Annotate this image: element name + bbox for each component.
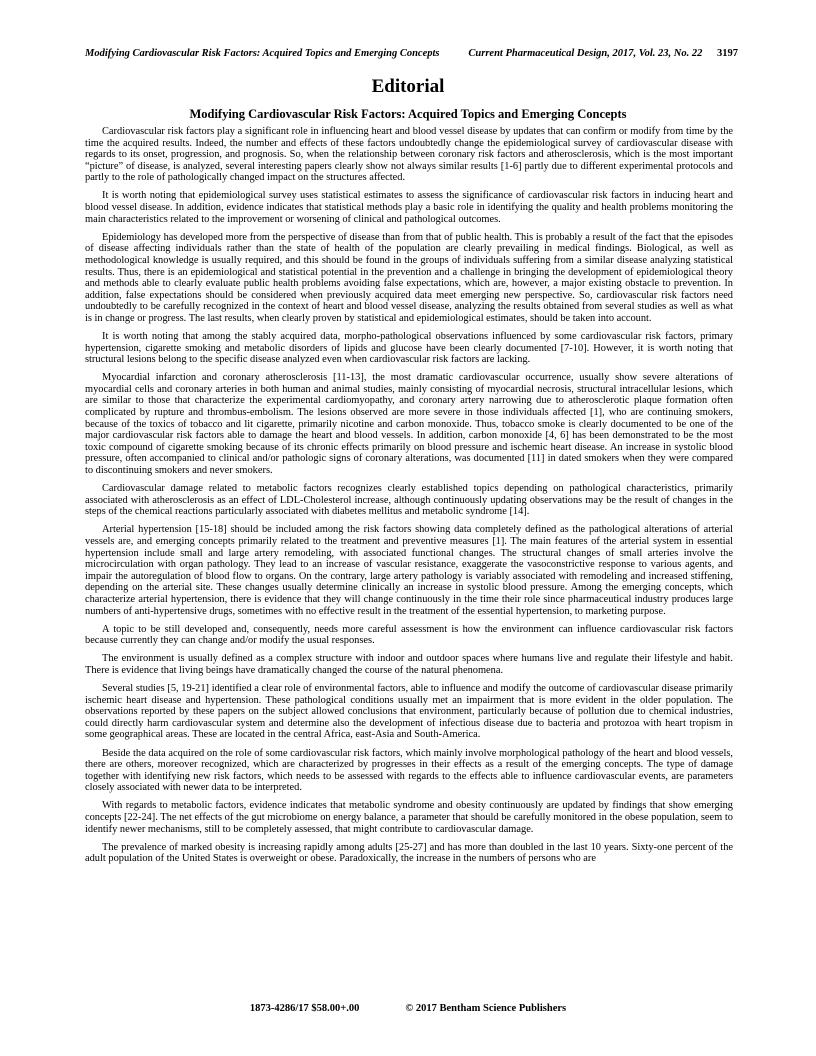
copyright-notice: © 2017 Bentham Science Publishers [405,1003,567,1014]
body-paragraph: It is worth noting that among the stably acquired data, morpho-pathological observations influenced by some cardiovascular risk factors, primary hypertension, cigarette smoking and metabolic disorders of lipids and glucose have been clearly documented [7-10]. However, it is worth noting that structural lesions belong to the specific disease analyzed even when cardiovascular risk factors are lacking. [85,331,733,366]
body-paragraph: The prevalence of marked obesity is increasing rapidly among adults [25-27] and has more than doubled in the last 10 years. Sixty-one percent of the adult population of the United States is overweight or obese. Paradoxically, the increase in the numbers of persons who are [85,841,733,865]
page-number: 3197 [717,48,738,59]
page-footer [0,1003,816,1014]
body-paragraph: Cardiovascular damage related to metabolic factors recognizes clearly established topics depending on pathological characteristics, primarily associated with atherosclerosis as an effect of LDL-Cholesterol increase, although continuously updating observations may be the result of changes in the steps of the chemical reactions particularly associated with diabetes mellitus and metabolic syndrome [14]. [85,483,733,518]
page-title: Editorial [371,76,445,97]
running-head [85,48,738,59]
body-paragraph: Several studies [5, 19-21] identified a clear role of environmental factors, able to influence and modify the outcome of cardiovascular disease primarily ischemic heart disease and hypertension. These pathological conditions usually met an impairment that is more evident in the older population. The observations reported by these papers on the subject allowed conclusions that environment, particularly because of pollution due to chemical industries, could directly harm cardiovascular system and determine also the development of infectious disease due to bacteria and protozoa with heart tropism in some geographical areas. These are located in the central Africa, east-Asia and South-America. [85,683,733,741]
body-paragraph: Epidemiology has developed more from the perspective of disease than from that of public health. This is probably a result of the fact that the episodes of disease affecting individuals rather than the state of health of the population are clearly prevailing in medical findings. Biological, as well as methodological knowledge is usually required, and this should be found in the groups of individuals suffering from a similar disease analyzing statistical results. Thus, there is an epidemiological and statistical potential in the prevention and a challenge in bringing the development of epidemiological theory and methods able to clearly evaluate public health problems avoiding false expectations, which are, however, a major existing obstacle to prevention. In addition, false expectations should be considered when previously acquired data meet emerging new perspective. So, cardiovascular risk factors need undoubtedly to be carefully recognized in the context of heart and blood vessel disease, analyzing the results obtained from several studies as well as what is in change or progress. The last results, when clearly proven by statistical and epidemiological estimates, should be taken into account. [85,231,733,324]
running-head-title: Modifying Cardiovascular Risk Factors: Acquired Topics and Emerging Concepts [85,48,440,59]
body-paragraph: Cardiovascular risk factors play a significant role in influencing heart and blood vessel disease by updates that can confirm or modify from time by the time the acquired results. Indeed, the number and effects of these factors undoubtedly change the epidemiological survey of cardiovascular disease with regards to its onset, progression, and prognosis. So, when the relationship between coronary risk factors and atherosclerosis, which is the most important “picture” of disease, is analyzed, several interesting papers clearly show not always similar results [1-6] partly due to different experimental protocols and partly to the role of pathologically changed impact on the structures affected. [85,126,733,184]
article-body [85,126,733,871]
journal-citation: Current Pharmaceutical Design, 2017, Vol. 23, No. 22 [468,48,703,59]
article-title: Modifying Cardiovascular Risk Factors: Acquired Topics and Emerging Concepts [189,107,627,121]
body-paragraph: The environment is usually defined as a complex structure with indoor and outdoor spaces where humans live and regulate their lifestyle and habit. There is evidence that living beings have dramatically changed the course of the natural phenomena. [85,653,733,676]
body-paragraph: Myocardial infarction and coronary atherosclerosis [11-13], the most dramatic cardiovascular occurrence, usually show severe alterations of myocardial cells and coronary arteries in both human and animal studies, mainly consisting of myocardial necrosis, structural intracellular lesions, which are similar to those that characterize the experimental cardiomyopathy, and coronary artery narrowing due to atherosclerotic plaque formation often complicated by rupture and thrombus-embolism. The lesions observed are more severe in those individuals affected [1], who are continuing smokers, because of the toxics of tobacco and lit cigarette, primarily nicotine and carbon monoxide. Thus, tobacco smoke is clearly documented to be one of the major cardiovascular risk factors able to damage the heart and blood vessels. In addition, carbon monoxide [4, 6] has been demonstrated to be the most toxic compound of cigarette smoking because of its chronic effects primarily on blood pressure and ischemic heart disease. An increase in systolic blood pressure, often accompanied to clinical and/or pathologic signs of coronary alterations, was documented [11] in dated smokers when they were compared to discontinuing smokers and never smokers. [85,372,733,477]
body-paragraph: With regards to metabolic factors, evidence indicates that metabolic syndrome and obesity continuously are updated by findings that show emerging concepts [22-24]. The net effects of the gut microbiome on energy balance, a parameter that should be carefully monitored in the obese population, seem to identify newer mechanisms, still to be completely assessed, that might contribute to cardiovascular damage. [85,800,733,835]
running-head-citation [468,48,738,59]
body-paragraph: Arterial hypertension [15-18] should be included among the risk factors showing data completely defined as the pathological alterations of arterial vessels are, and emerging concepts primarily related to the treatment and preventive measures [1]. The main features of the arterial system in essential hypertension include small and large artery remodeling, with associated functional changes. The structural changes of small arteries involve the microcirculation with organ pathology. They lead to an increase of vascular resistance, exaggerate the vasoconstrictive response to various agents, and impair the autoregulation of blood flow to organs. On the contrary, large artery pathology is variably associated with remodeling and increased stiffening, depending on the arterial site. These changes usually determine clinically an increase in systolic blood pressure. Among the emerging concepts, which characterize arterial hypertension, there is evidence that they will change continuously in the time their role since pharmaceutical industry produces large numbers of anti-hypertensive drugs, sometimes with no effective result in the treatment of the essential hypertension, to marketing purpose. [85,524,733,617]
issn-price: 1873-4286/17 $58.00+.00 [249,1003,360,1014]
body-paragraph: Beside the data acquired on the role of some cardiovascular risk factors, which mainly involve morphological pathology of the heart and blood vessels, there are others, moreover recognized, which are characterized by progresses in their effects as a result of the emerging concepts. The type of damage together with identifying new risk factors, which needs to be assessed with regards to the effects able to influence cardiovascular events, are parameters closely associated with newer data to be interpreted. [85,747,733,794]
body-paragraph: A topic to be still developed and, consequently, needs more careful assessment is how the environment can influence cardiovascular risk factors because currently they can change and/or modify the usual responses. [85,623,733,647]
body-paragraph: It is worth noting that epidemiological survey uses statistical estimates to assess the significance of cardiovascular risk factors in inducing heart and blood vessel disease. In addition, evidence indicates that statistical methods play a basic role in identifying the quality and health problems monitoring the main characteristics related to the improvement or worsening of clinical and pathological outcomes. [85,190,733,225]
